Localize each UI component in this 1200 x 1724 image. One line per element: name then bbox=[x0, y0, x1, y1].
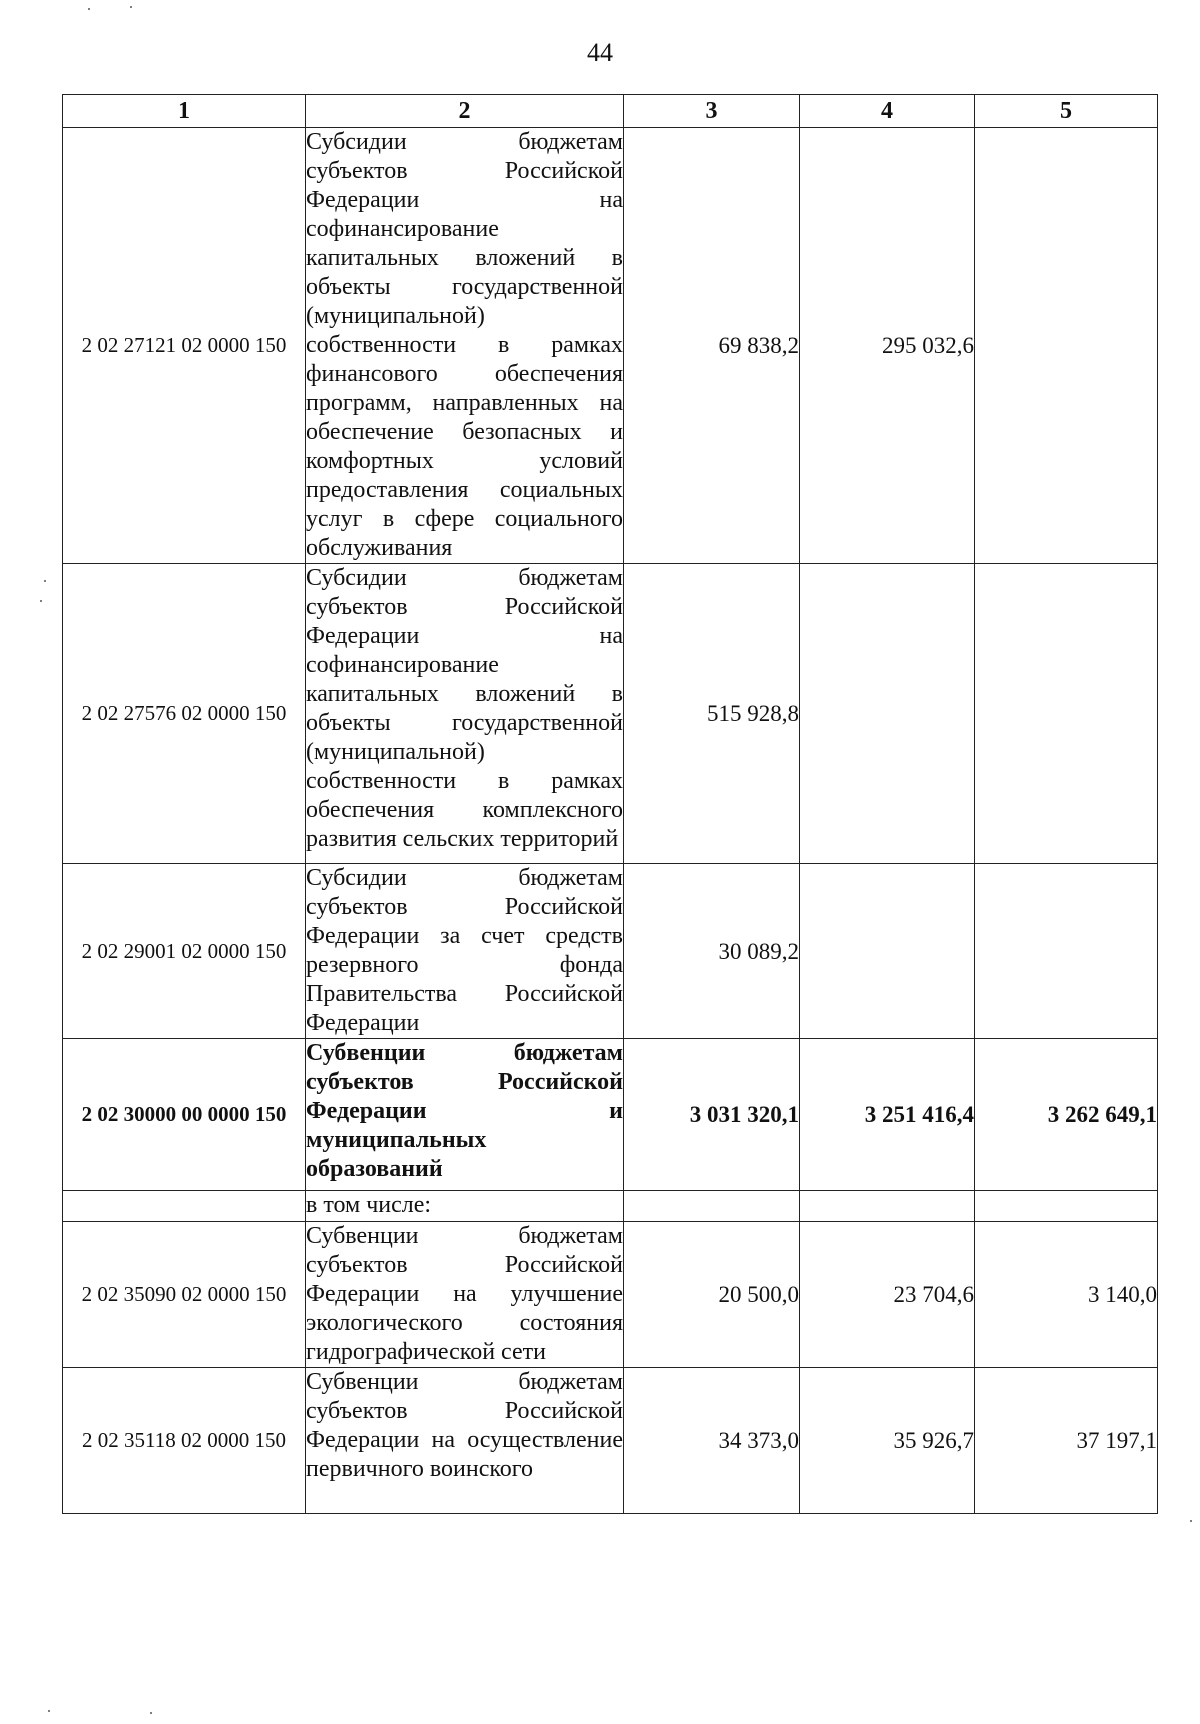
row-code: 2 02 35090 02 0000 150 bbox=[63, 1222, 306, 1368]
header-col-2: 2 bbox=[306, 95, 624, 128]
row-value-3 bbox=[624, 1191, 800, 1222]
scan-speck bbox=[130, 6, 132, 8]
row-code: 2 02 30000 00 0000 150 bbox=[63, 1039, 306, 1191]
header-col-1: 1 bbox=[63, 95, 306, 128]
row-value-3: 515 928,8 bbox=[624, 564, 800, 864]
row-value-4 bbox=[800, 564, 975, 864]
page-number: 44 bbox=[587, 38, 613, 67]
row-value-5 bbox=[975, 864, 1158, 1039]
row-code: 2 02 35118 02 0000 150 bbox=[63, 1368, 306, 1514]
row-value-5 bbox=[975, 564, 1158, 864]
scan-speck bbox=[44, 580, 46, 582]
row-value-3: 30 089,2 bbox=[624, 864, 800, 1039]
row-value-5 bbox=[975, 1191, 1158, 1222]
row-name: Субвенции бюджетам субъектов Российской Федерации на улучшение экологического состояния гидрографической сети bbox=[306, 1222, 624, 1368]
table-row-total bbox=[63, 1039, 1158, 1191]
row-value-4: 35 926,7 bbox=[800, 1368, 975, 1514]
row-code: 2 02 27576 02 0000 150 bbox=[63, 564, 306, 864]
header-col-3: 3 bbox=[624, 95, 800, 128]
row-name: Субвенции бюджетам субъектов Российской Федерации и муниципальных образований bbox=[306, 1039, 624, 1191]
row-value-3: 20 500,0 bbox=[624, 1222, 800, 1368]
row-value-4 bbox=[800, 864, 975, 1039]
scan-speck bbox=[40, 600, 42, 602]
row-code: 2 02 27121 02 0000 150 bbox=[63, 128, 306, 564]
budget-table bbox=[62, 94, 1158, 1514]
row-value-5 bbox=[975, 128, 1158, 564]
row-value-5: 3 262 649,1 bbox=[975, 1039, 1158, 1191]
row-name: Субсидии бюджетам субъектов Российской Федерации за счет средств резервного фонда Правительства Российской Федерации bbox=[306, 864, 624, 1039]
row-value-4: 3 251 416,4 bbox=[800, 1039, 975, 1191]
row-value-4: 23 704,6 bbox=[800, 1222, 975, 1368]
row-name: в том числе: bbox=[306, 1191, 624, 1222]
table-row bbox=[63, 564, 1158, 864]
table-row bbox=[63, 1368, 1158, 1514]
table-row bbox=[63, 1191, 1158, 1222]
header-row bbox=[63, 95, 1158, 128]
row-name: Субсидии бюджетам субъектов Российской Федерации на софинансирование капитальных вложений в объекты государственной (муниципальной) собственности в рамках финансового обеспечения программ, направленных на обеспечение безопасных и комфортных условий предоставления социальных услуг в сфере социального обслуживания bbox=[306, 128, 624, 564]
row-value-3: 34 373,0 bbox=[624, 1368, 800, 1514]
scan-speck bbox=[1190, 1520, 1192, 1522]
row-code bbox=[63, 1191, 306, 1222]
row-name: Субсидии бюджетам субъектов Российской Федерации на софинансирование капитальных вложений в объекты государственной (муниципальной) собственности в рамках обеспечения комплексного развития сельских территорий bbox=[306, 564, 624, 864]
row-value-5: 37 197,1 bbox=[975, 1368, 1158, 1514]
row-code: 2 02 29001 02 0000 150 bbox=[63, 864, 306, 1039]
row-value-3: 69 838,2 bbox=[624, 128, 800, 564]
header-col-4: 4 bbox=[800, 95, 975, 128]
scan-speck bbox=[48, 1710, 50, 1712]
header-col-5: 5 bbox=[975, 95, 1158, 128]
row-value-5: 3 140,0 bbox=[975, 1222, 1158, 1368]
scan-speck bbox=[88, 8, 90, 10]
row-value-3: 3 031 320,1 bbox=[624, 1039, 800, 1191]
row-name: Субвенции бюджетам субъектов Российской Федерации на осуществление первичного воинского bbox=[306, 1368, 624, 1514]
row-value-4: 295 032,6 bbox=[800, 128, 975, 564]
row-value-4 bbox=[800, 1191, 975, 1222]
table-row bbox=[63, 1222, 1158, 1368]
table-row bbox=[63, 864, 1158, 1039]
scan-speck bbox=[150, 1712, 152, 1714]
table-row bbox=[63, 128, 1158, 564]
